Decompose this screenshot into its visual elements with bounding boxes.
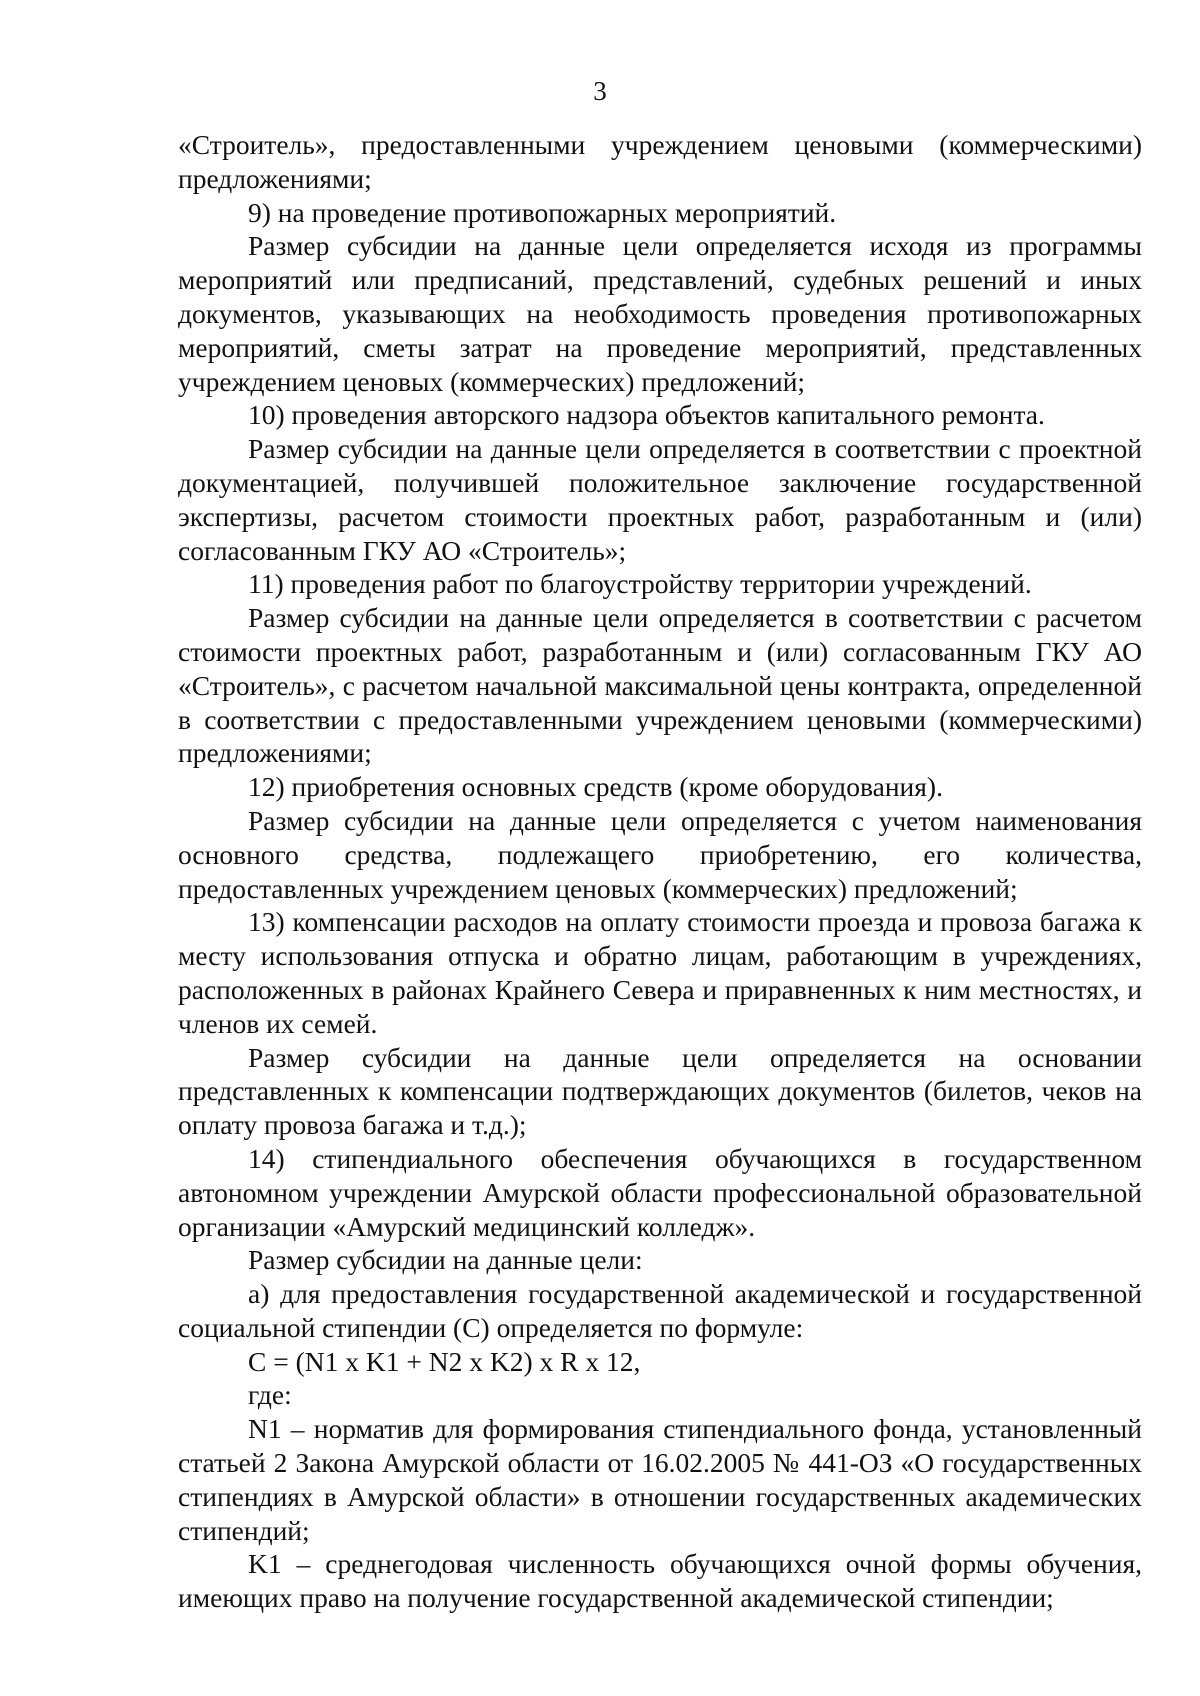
paragraph: Размер субсидии на данные цели определяется с учетом наименования основного средства, подлежащего приобретению, его количества, предоставленных учреждением ценовых (коммерческих) предложений;: [178, 804, 1142, 904]
paragraph: а) для предоставления государственной академической и государственной социальной стипендии (С) определяется по формуле:: [178, 1278, 1142, 1343]
paragraph: Размер субсидии на данные цели определяется в соответствии с проектной документацией, получившей положительное заключение государственной экспертизы, расчетом стоимости проектных работ, разработанным и (или) согласованным ГКУ АО «Строитель»;: [178, 433, 1142, 566]
paragraph: 9) на проведение противопожарных мероприятий.: [248, 196, 837, 228]
paragraph: K1 – среднегодовая численность обучающихся очной формы обучения, имеющих право на получение государственной академической стипендии;: [178, 1548, 1142, 1614]
paragraph: Размер субсидии на данные цели:: [248, 1244, 643, 1276]
paragraph: Размер субсидии на данные цели определяется на основании представленных к компенсации подтверждающих документов (билетов, чеков на оплату провоза багажа и т.д.);: [178, 1041, 1142, 1141]
paragraph: Размер субсидии на данные цели определяется в соответствии с расчетом стоимости проектных работ, разработанным и (или) согласованным ГКУ АО «Строитель», с расчетом начальной максимальной цены контракта, определенной в соответствии с предоставленными учреждением ценовыми (коммерческими) предложениями;: [178, 602, 1142, 769]
paragraph: 10) проведения авторского надзора объектов капитального ремонта.: [248, 399, 1045, 431]
paragraph: N1 – норматив для формирования стипендиального фонда, установленный статьей 2 Закона Амурской области от 16.02.2005 № 441-ОЗ «О государственных стипендиях в Амурской области» в отношении государственных академических стипендий;: [178, 1413, 1142, 1546]
formula-line: С = (N1 x K1 + N2 x K2) x R x 12,: [248, 1345, 641, 1377]
paragraph: 12) приобретения основных средств (кроме оборудования).: [248, 771, 943, 803]
document-body: [178, 128, 1142, 1615]
page-number: 3: [593, 76, 607, 106]
paragraph: 14) стипендиального обеспечения обучающихся в государственном автономном учреждении Амурской области профессиональной образовательной организации «Амурский медицинский колледж».: [178, 1142, 1142, 1242]
paragraph: «Строитель», предоставленными учреждением ценовыми (коммерческими) предложениями;: [178, 129, 1142, 194]
paragraph: Размер субсидии на данные цели определяется исходя из программы мероприятий или предписаний, представлений, судебных решений и иных документов, указывающих на необходимость проведения противопожарных мероприятий, сметы затрат на проведение мероприятий, представленных учреждением ценовых (коммерческих) предложений;: [178, 230, 1142, 397]
paragraph: 13) компенсации расходов на оплату стоимости проезда и провоза багажа к месту использования отпуска и обратно лицам, работающим в учреждениях, расположенных в районах Крайнего Севера и приравненных к ним местностях, и членов их семей.: [178, 906, 1142, 1039]
formula-line: где:: [248, 1379, 292, 1411]
paragraph: 11) проведения работ по благоустройству территории учреждений.: [248, 568, 1032, 600]
